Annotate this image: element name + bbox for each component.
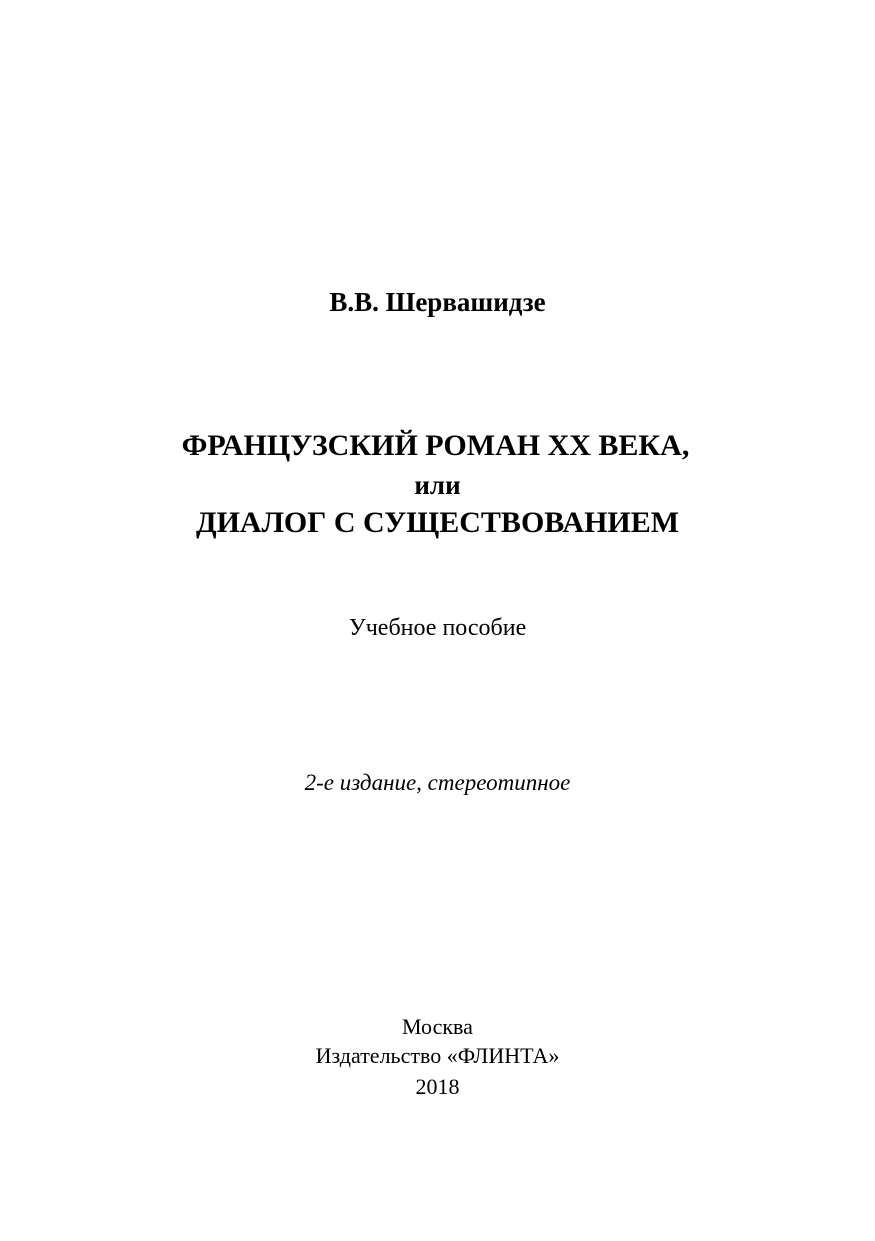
edition-note: 2-е издание, стереотипное bbox=[304, 770, 571, 795]
imprint-year: 2018 bbox=[415, 1074, 460, 1099]
imprint-city: Москва bbox=[402, 1014, 473, 1039]
document-type: Учебное пособие bbox=[348, 615, 527, 641]
book-title-line-1: ФРАНЦУЗСКИЙ РОМАН XX ВЕКА, bbox=[181, 429, 690, 462]
book-title-line-2: ДИАЛОГ С СУЩЕСТВОВАНИЕМ bbox=[195, 506, 680, 539]
author-name: В.В. Шервашидзе bbox=[329, 287, 546, 317]
book-title-conjunction: или bbox=[414, 470, 461, 500]
imprint-publisher: Издательство «ФЛИНТА» bbox=[315, 1043, 560, 1068]
